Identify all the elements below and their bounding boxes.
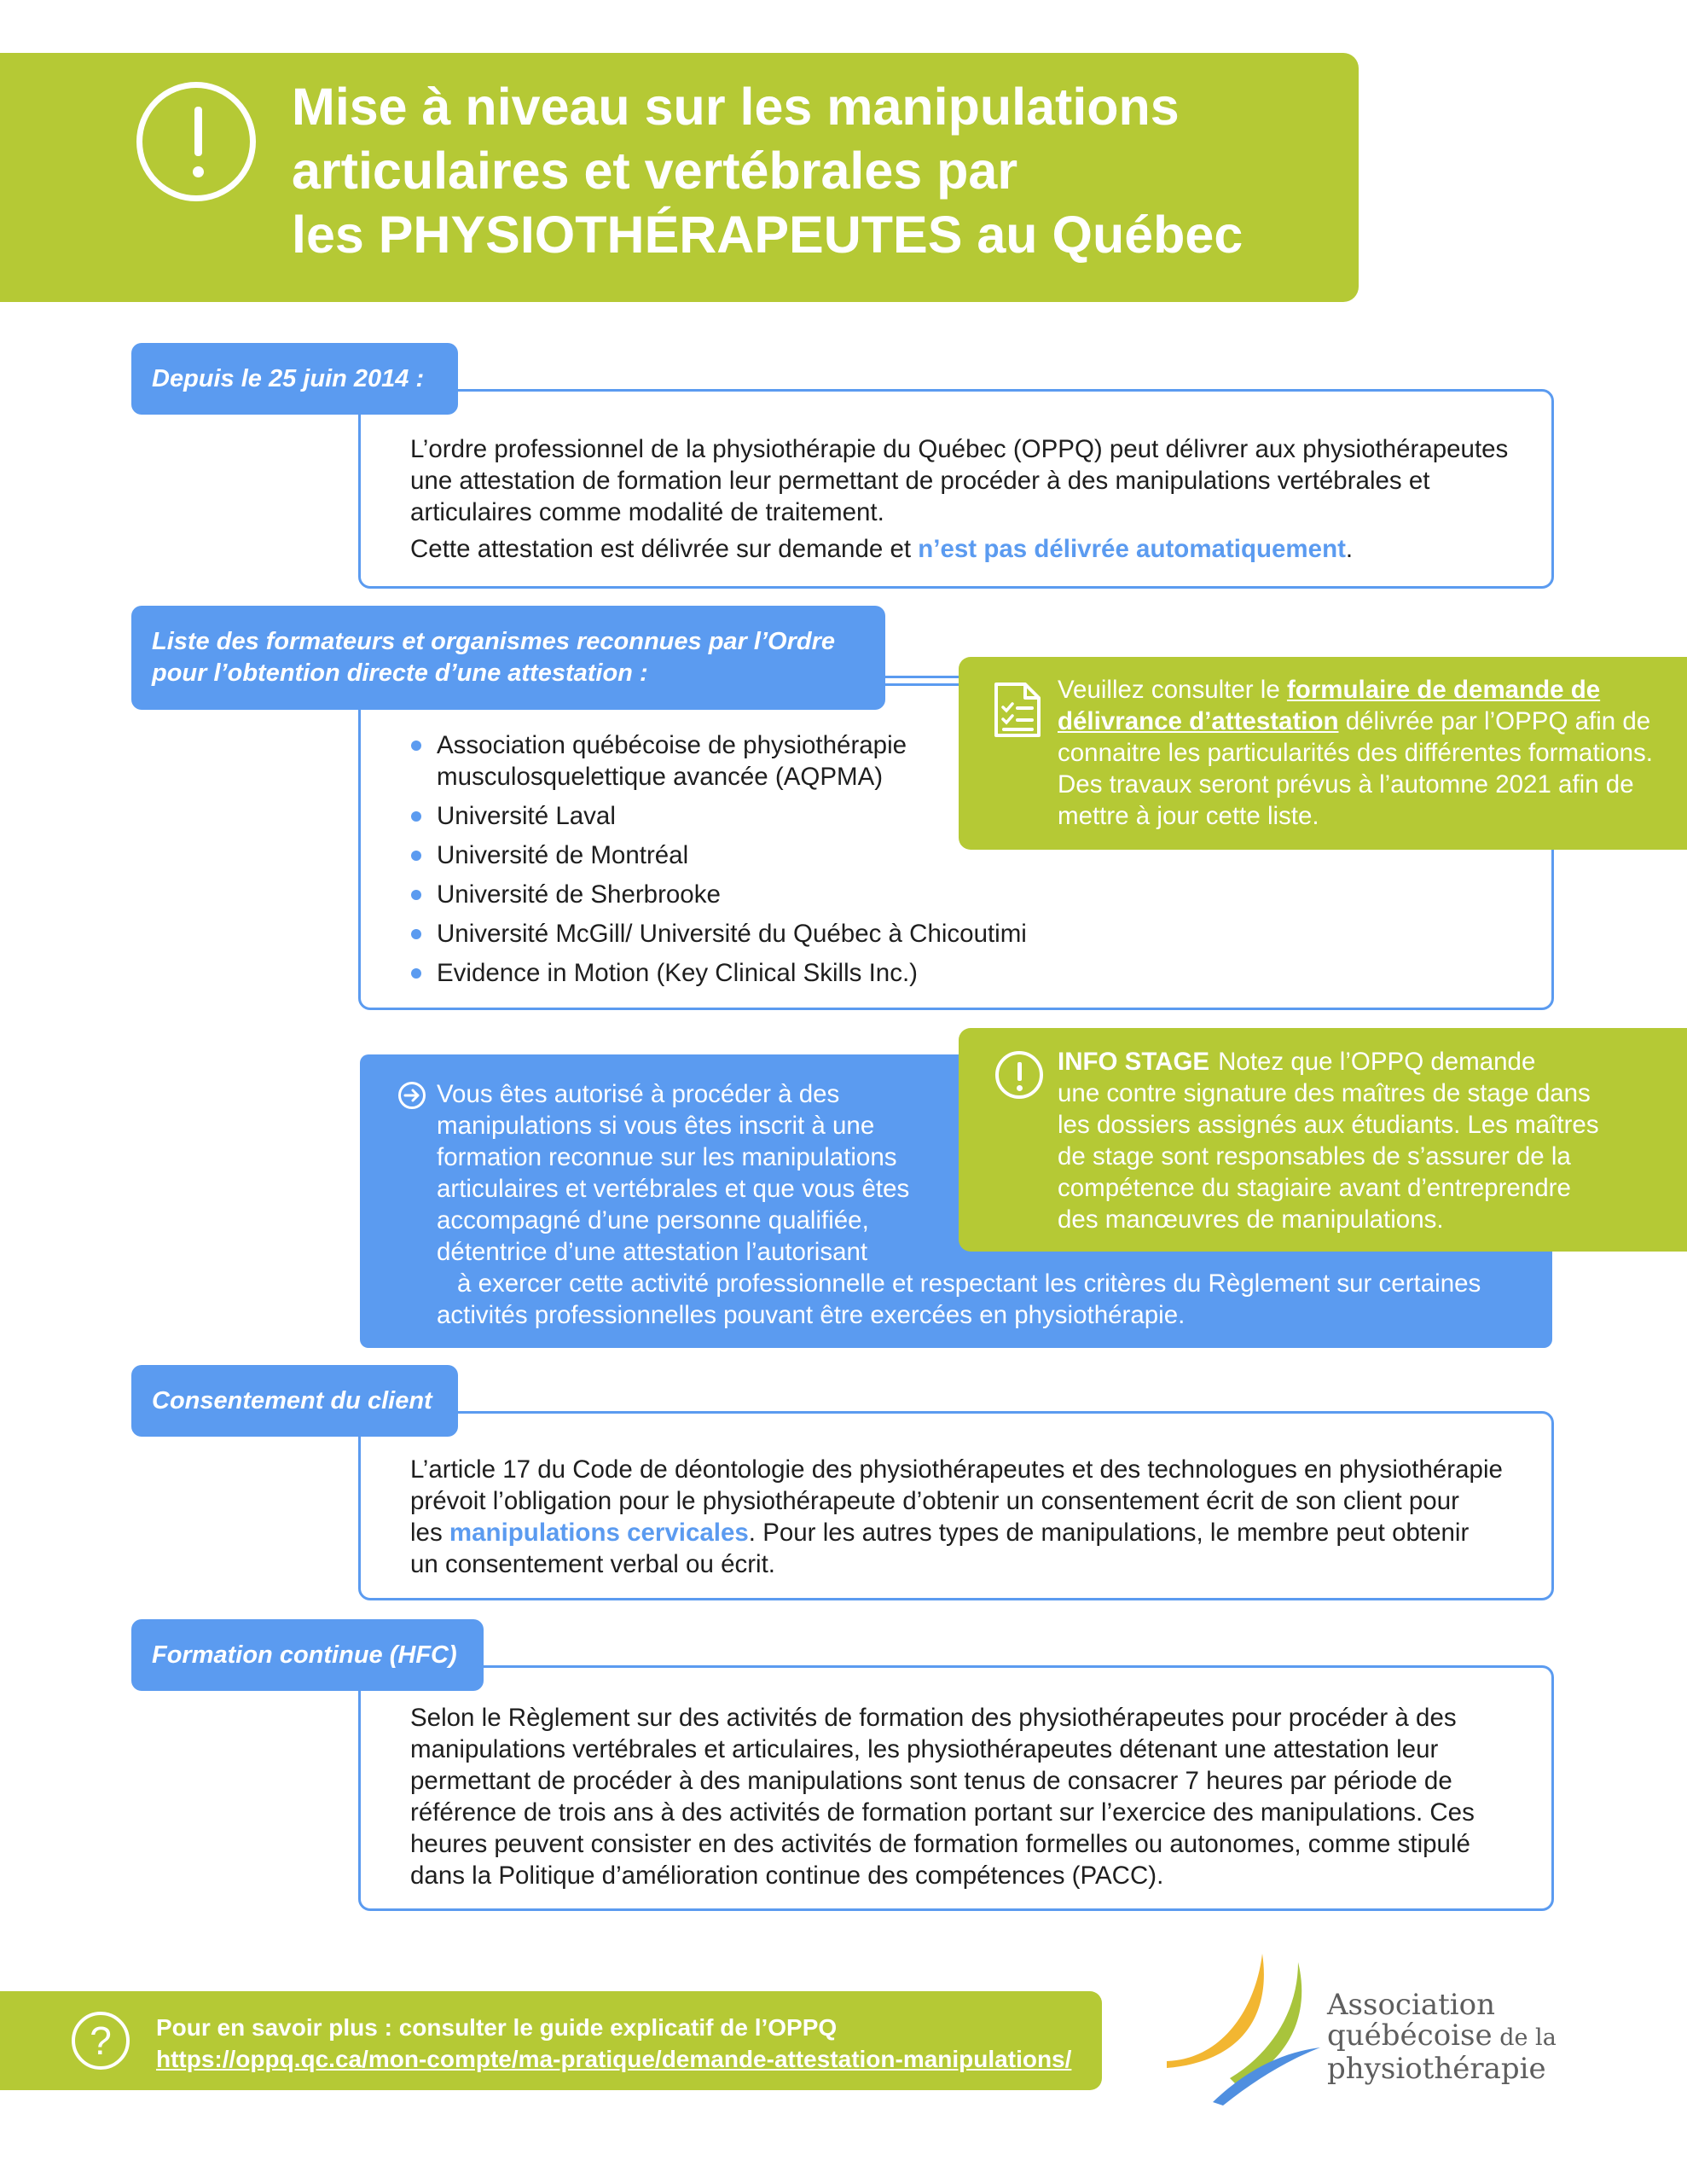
consent-line: L’article 17 du Code de déontologie des physiothérapeutes et des technologues en physiothérapie <box>410 1455 1503 1484</box>
since-text-span: Cette attestation est délivrée sur demande et <box>410 535 919 563</box>
list-item-label: Association québécoise de physiothérapie musculosquelettique avancée (AQPMA) <box>437 731 907 791</box>
consent-text <box>410 1454 1536 1580</box>
training-line: heures peuvent consister en des activités de formation formelles ou autonomes, comme stipulé <box>410 1830 1470 1858</box>
consent-tab: Consentement du client <box>131 1365 458 1437</box>
training-line: référence de trois ans à des activités de formation portant sur l’exercice des manipulations. Ces <box>410 1798 1475 1827</box>
authorization-line: formation reconnue sur les manipulations <box>437 1143 897 1171</box>
consent-line: un consentement verbal ou écrit. <box>410 1550 775 1578</box>
training-line: Selon le Règlement sur des activités de formation des physiothérapeutes pour procéder à des <box>410 1704 1457 1732</box>
footer-guide-text: Pour en savoir plus : consulter le guide explicatif de l’OPPQ <box>156 2014 838 2041</box>
authorization-line: manipulations si vous êtes inscrit à une <box>437 1112 875 1140</box>
logo-line <box>1327 2020 1634 2053</box>
not-automatic-emphasis: n’est pas délivrée automatiquement <box>918 535 1346 563</box>
trainers-tab <box>131 606 885 710</box>
trainers-tab-line: Liste des formateurs et organismes reconnues par l’Ordre <box>152 628 835 655</box>
attestation-form-link[interactable]: formulaire de demande de délivrance d’attestation <box>1058 676 1601 735</box>
authorization-line: accompagné d’une personne qualifiée, <box>437 1206 869 1234</box>
form-note-text <box>1058 674 1672 832</box>
info-stage-line: compétence du stagiaire avant d’entreprendre <box>1058 1174 1571 1202</box>
logo-line: Association <box>1327 1988 1496 2022</box>
bullet-icon <box>411 890 421 900</box>
training-line: manipulations vertébrales et articulaires, les physiothérapeutes détenant une attestation leur <box>410 1735 1439 1763</box>
list-item-label: Université Laval <box>437 802 616 830</box>
list-item <box>409 957 1058 989</box>
info-stage-line: de stage sont responsables de s’assurer de la <box>1058 1142 1571 1170</box>
connector-line <box>885 683 960 686</box>
list-item-label: Evidence in Motion (Key Clinical Skills Inc.) <box>437 959 918 987</box>
since-paragraph: L’ordre professionnel de la physiothérapie du Québec (OPPQ) peut délivrer aux physiothérapeutes une attestation de formation leur permettant de procéder à des manipulations vertébrales et articulaires comme modalité de traitement. <box>410 435 1509 526</box>
consent-line: prévoit l’obligation pour le physiothérapeute d’obtenir un consentement écrit de son client pour <box>410 1487 1459 1515</box>
authorization-line: détentrice d’une attestation l’autorisant <box>437 1238 868 1266</box>
consent-line <box>410 1517 1536 1548</box>
aqp-logo-text <box>1327 1989 1634 2084</box>
note-text-span: délivrée par l’OPPQ afin de connaitre les particularités des différentes formations. Des travaux seront prévus à l’automne 2021 afin de mettre à jour cette liste. <box>1058 707 1653 830</box>
trainers-tab-line: pour l’obtention directe d’une attestation : <box>152 659 648 687</box>
bullet-icon <box>411 741 421 751</box>
logo-line: physiothérapie <box>1327 2052 1546 2086</box>
info-stage-text <box>1058 1046 1672 1235</box>
title-line: Mise à niveau sur les manipulations <box>292 78 1180 136</box>
alert-icon <box>136 82 256 201</box>
aqp-logo-mark <box>1162 1950 1324 2106</box>
bullet-icon <box>411 929 421 939</box>
authorization-line: articulaires et vertébrales et que vous êtes <box>437 1175 910 1203</box>
continuing-education-text <box>410 1702 1536 1891</box>
title-line: articulaires et vertébrales par <box>292 142 1018 200</box>
note-text-span: Veuillez consulter le <box>1058 676 1287 704</box>
arrow-right-circle-icon <box>397 1081 426 1110</box>
info-stage-line <box>1058 1046 1672 1077</box>
document-checklist-icon <box>993 681 1042 739</box>
list-item-label: Université de Montréal <box>437 841 689 869</box>
info-alert-icon <box>995 1051 1043 1099</box>
info-stage-line: des manœuvres de manipulations. <box>1058 1205 1444 1234</box>
guide-url-link[interactable]: https://oppq.qc.ca/mon-compte/ma-pratique/demande-attestation-manipulations/ <box>156 2046 1072 2072</box>
authorization-line: à exercer cette activité professionnelle et respectant les critères du Règlement sur certaines <box>457 1269 1481 1298</box>
training-line: dans la Politique d’amélioration continue des compétences (PACC). <box>410 1862 1164 1890</box>
title-line: les PHYSIOTHÉRAPEUTES au Québec <box>292 206 1244 264</box>
consent-span: les <box>410 1519 449 1547</box>
info-stage-span: Notez que l’OPPQ demande <box>1218 1048 1536 1076</box>
logo-span: québécoise <box>1327 2018 1493 2053</box>
since-2014-text <box>410 433 1519 565</box>
since-2014-tab: Depuis le 25 juin 2014 : <box>131 343 458 415</box>
bullet-icon <box>411 811 421 822</box>
info-stage-line: les dossiers assignés aux étudiants. Les maîtres <box>1058 1111 1599 1139</box>
continuing-education-tab: Formation continue (HFC) <box>131 1619 484 1691</box>
cervical-manipulations-emphasis: manipulations cervicales <box>449 1519 749 1547</box>
bullet-icon <box>411 851 421 861</box>
since-paragraph-2 <box>410 533 1519 565</box>
info-stage-line: une contre signature des maîtres de stage dans <box>1058 1079 1591 1107</box>
page-title <box>292 75 1332 267</box>
footer-text <box>156 2012 1094 2075</box>
since-text-span: . <box>1345 535 1354 563</box>
list-item <box>409 879 1058 910</box>
logo-span-small: de la <box>1492 2024 1557 2051</box>
list-item-label: Université de Sherbrooke <box>437 880 721 909</box>
training-line: permettant de procéder à des manipulations sont tenus de consacrer 7 heures par période de <box>410 1767 1452 1795</box>
question-icon: ? <box>72 2012 130 2070</box>
list-item-label: Université McGill/ Université du Québec à Chicoutimi <box>437 920 1027 948</box>
consent-span: . Pour les autres types de manipulations, le membre peut obtenir <box>748 1519 1470 1547</box>
info-stage-label: INFO STAGE <box>1058 1048 1210 1076</box>
authorization-line: Vous êtes autorisé à procéder à des <box>437 1080 840 1108</box>
bullet-icon <box>411 968 421 979</box>
list-item <box>409 918 1058 950</box>
authorization-line: activités professionnelles pouvant être exercées en physiothérapie. <box>437 1301 1186 1329</box>
